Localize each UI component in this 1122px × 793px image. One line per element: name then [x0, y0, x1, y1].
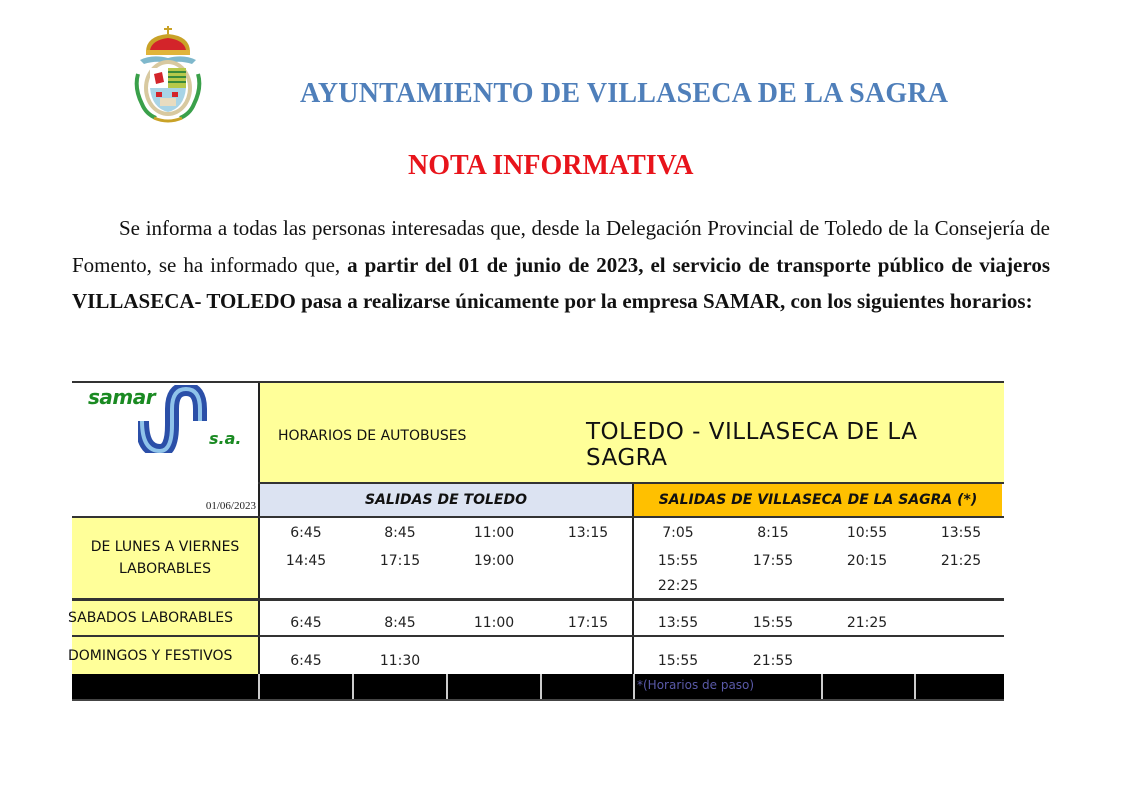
time-cell: 15:55 — [657, 653, 699, 669]
time-cell: 20:15 — [846, 553, 888, 569]
time-cell: 13:15 — [567, 525, 609, 541]
schedule-header — [260, 383, 1004, 482]
samar-logo — [72, 383, 258, 518]
footnote: *(Horarios de paso) — [637, 678, 755, 692]
time-cell: 22:25 — [657, 578, 699, 594]
time-cell: 11:00 — [473, 525, 515, 541]
document-title: NOTA INFORMATIVA — [408, 150, 694, 181]
time-cell: 17:15 — [379, 553, 421, 569]
organization-title: AYUNTAMIENTO DE VILLASECA DE LA SAGRA — [300, 78, 949, 109]
footer-divider — [258, 674, 260, 699]
table-footer — [72, 674, 1004, 699]
footer-divider — [540, 674, 542, 699]
time-cell: 15:55 — [752, 615, 794, 631]
time-cell: 10:55 — [846, 525, 888, 541]
time-cell: 7:05 — [662, 525, 694, 541]
schedule-date: 01/06/2023 — [205, 500, 256, 512]
time-cell: 6:45 — [290, 525, 322, 541]
time-cell: 6:45 — [290, 653, 322, 669]
schedule-subtitle: HORARIOS DE AUTOBUSES — [278, 428, 467, 444]
time-cell: 11:00 — [473, 615, 515, 631]
time-cell: 21:55 — [752, 653, 794, 669]
coat-of-arms-icon — [132, 24, 204, 124]
row-label-line: SABADOS LABORABLES — [68, 610, 233, 626]
time-cell: 21:25 — [940, 553, 982, 569]
time-cell: 17:15 — [567, 615, 609, 631]
time-cell: 8:45 — [384, 525, 416, 541]
time-cell: 13:55 — [940, 525, 982, 541]
row-label-line: LABORABLES — [119, 561, 211, 577]
row-label-saturdays — [68, 601, 258, 635]
route-title: TOLEDO - VILLASECA DE LA SAGRA — [586, 419, 918, 471]
time-cell: 8:45 — [384, 615, 416, 631]
row-label-line: DE LUNES A VIERNES — [90, 539, 240, 555]
time-cell: 6:45 — [290, 615, 322, 631]
time-cell: 17:55 — [752, 553, 794, 569]
footer-divider — [914, 674, 916, 699]
time-cell: 13:55 — [657, 615, 699, 631]
time-cell: 21:25 — [846, 615, 888, 631]
time-cell: 11:30 — [379, 653, 421, 669]
samar-logo-text: samar — [88, 385, 156, 409]
time-cell: 14:45 — [285, 553, 327, 569]
time-cell: 19:00 — [473, 553, 515, 569]
body-text-normal: Se informa a todas las personas interesadas que, desde la Delegación Provincial de Toledo de la Consejería de Fomento, se ha informado que, — [72, 216, 1050, 277]
column-header-toledo: SALIDAS DE TOLEDO — [260, 484, 632, 516]
body-text-bold: a partir del 01 de junio de 2023, el servicio de transporte público de viajeros VILLASECA- TOLEDO pasa a realizarse únicamente por la empresa SAMAR, con los siguientes horarios: — [72, 252, 1050, 313]
footer-divider — [352, 674, 354, 699]
row-label-line: DOMINGOS Y FESTIVOS — [68, 647, 233, 664]
samar-logo-suffix: s.a. — [209, 429, 242, 448]
footer-divider — [446, 674, 448, 699]
bus-schedule-table — [68, 381, 1004, 701]
samar-logo-mark-icon — [138, 385, 218, 453]
row-label-sundays — [68, 637, 258, 674]
time-cell: 8:15 — [757, 525, 789, 541]
column-header-villaseca: SALIDAS DE VILLASECA DE LA SAGRA (*) — [634, 484, 1002, 516]
footer-divider — [633, 674, 635, 699]
table-bottom-border — [72, 699, 1004, 701]
time-cell: 15:55 — [657, 553, 699, 569]
row-label-weekdays — [72, 518, 258, 598]
body-paragraph — [72, 210, 1050, 320]
footer-divider — [821, 674, 823, 699]
